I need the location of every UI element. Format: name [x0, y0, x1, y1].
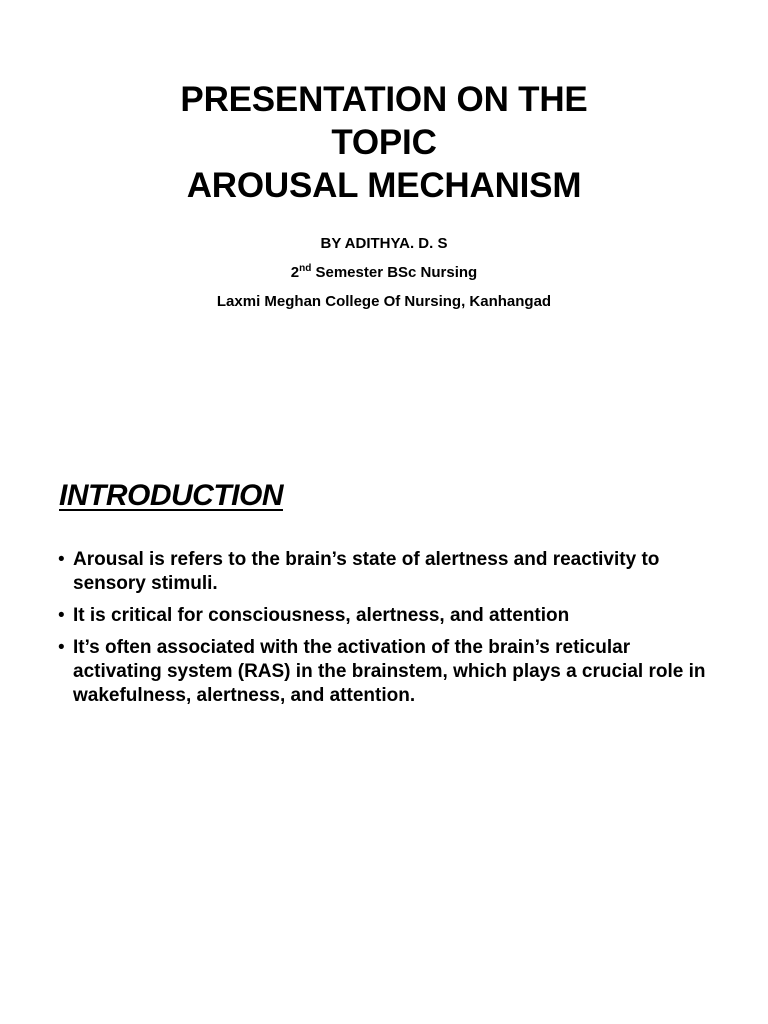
author-info: [0, 229, 768, 316]
introduction-slide: [0, 470, 768, 770]
title-slide: [0, 0, 768, 420]
semester-line: [0, 258, 768, 287]
semester-ordinal: 2: [290, 264, 300, 281]
bullet-icon: •: [58, 637, 65, 658]
section-heading: INTRODUCTION: [59, 479, 283, 512]
list-item: [58, 548, 718, 596]
semester-suffix: nd: [299, 263, 312, 274]
bullet-icon: •: [58, 549, 65, 570]
bullet-text: Arousal is refers to the brain’s state of alertness and reactivity to sensory stimuli.: [73, 549, 660, 594]
semester-text: Semester BSc Nursing: [311, 264, 478, 281]
presentation-title: [0, 78, 768, 207]
bullet-icon: •: [58, 605, 65, 626]
bullet-text: It is critical for consciousness, alertness, and attention: [73, 605, 570, 626]
title-line-1: PRESENTATION ON THE: [180, 80, 588, 119]
bullet-list: [58, 548, 718, 716]
title-line-3: AROUSAL MECHANISM: [186, 166, 582, 205]
list-item: [58, 636, 718, 708]
college-name: Laxmi Meghan College Of Nursing, Kanhangad: [216, 293, 552, 310]
list-item: [58, 604, 718, 628]
bullet-text: It’s often associated with the activation of the brain’s reticular activating system (RAS) in the brainstem, which plays a crucial role in wakefulness, alertness, and attention.: [73, 637, 706, 706]
title-line-2: TOPIC: [331, 123, 437, 162]
author-name: BY ADITHYA. D. S: [320, 235, 448, 252]
